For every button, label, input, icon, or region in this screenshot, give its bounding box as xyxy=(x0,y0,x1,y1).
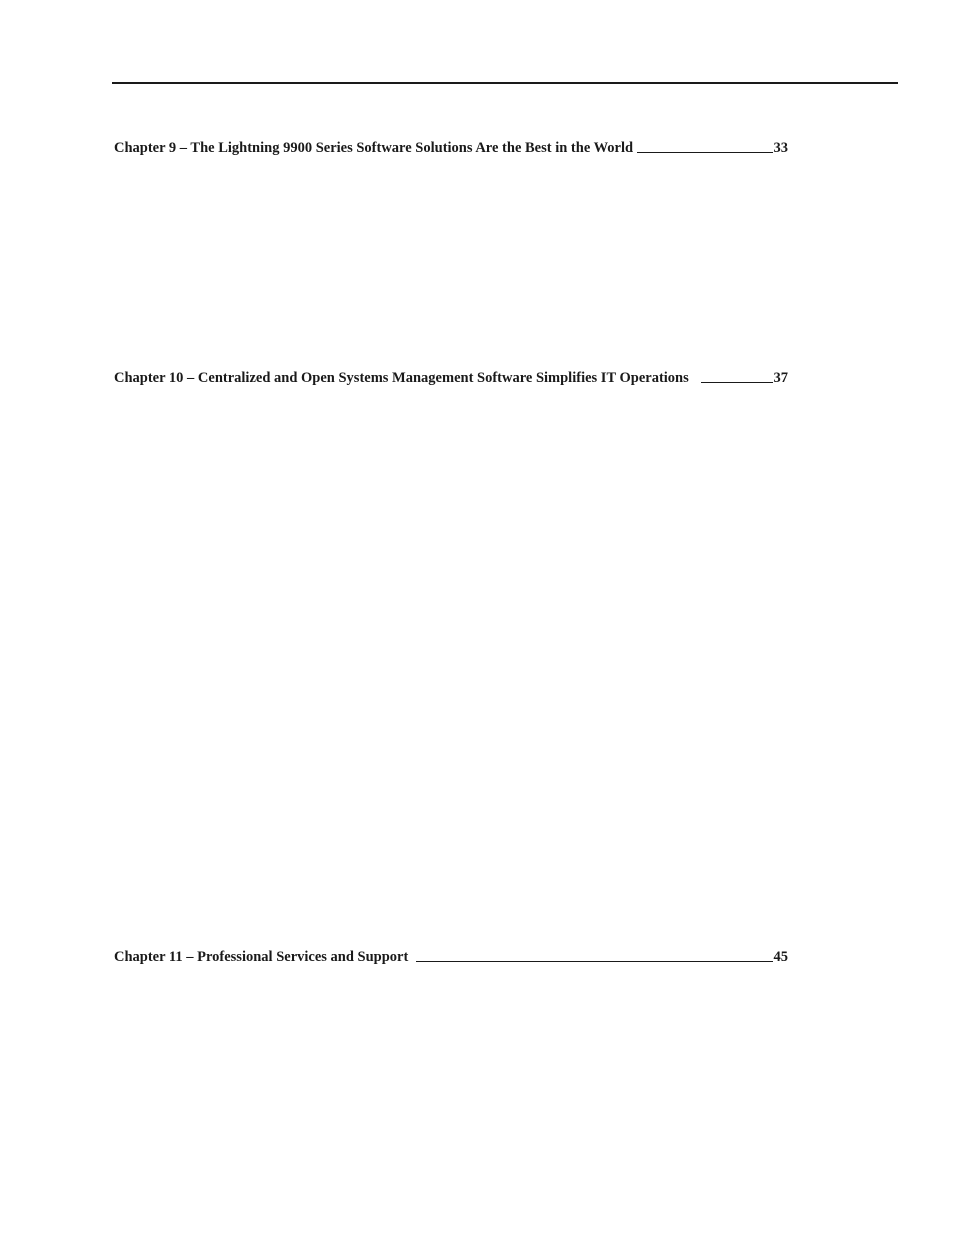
toc-leader-line xyxy=(416,961,772,962)
toc-leader-line xyxy=(701,382,773,383)
toc-entry-page-number: 37 xyxy=(773,370,788,386)
toc-entry-title: Chapter 10 – Centralized and Open Systems Management Software Simplifies IT Operations xyxy=(114,370,689,386)
toc-entry-title: Chapter 9 – The Lightning 9900 Series Software Solutions Are the Best in the World xyxy=(114,140,634,156)
toc-leader-line xyxy=(637,152,772,153)
header-rule xyxy=(112,82,898,84)
toc-entry-page-number: 33 xyxy=(773,140,788,156)
toc-entry-chapter-10[interactable] xyxy=(114,369,788,387)
toc-entry-chapter-11[interactable] xyxy=(114,948,788,966)
toc-entry-chapter-9[interactable] xyxy=(114,139,788,157)
toc-entry-page-number: 45 xyxy=(773,949,788,965)
toc-entry-title: Chapter 11 – Professional Services and Support xyxy=(114,949,409,965)
